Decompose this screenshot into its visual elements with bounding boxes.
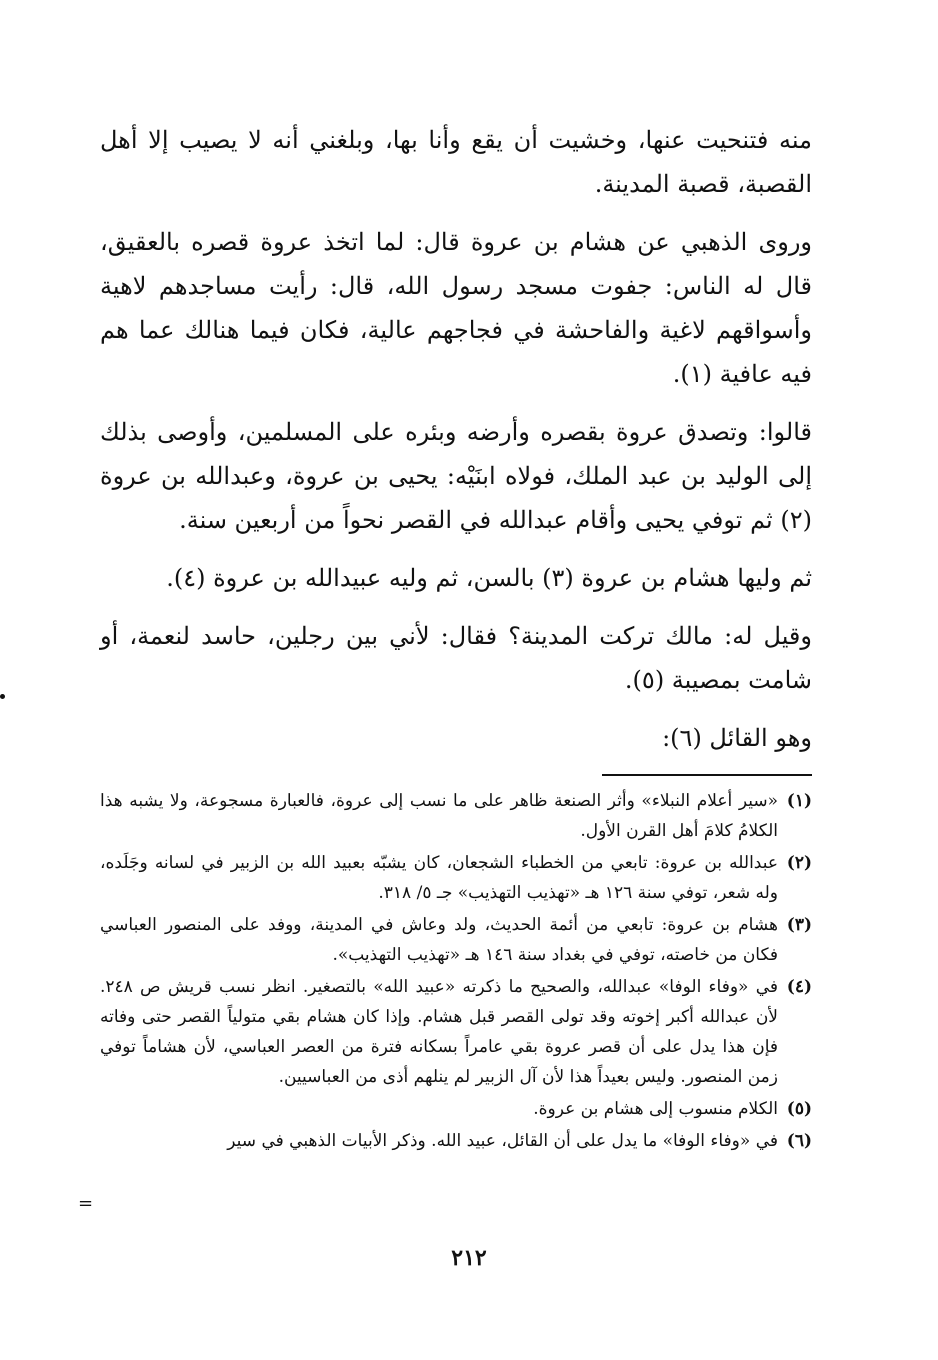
footnote-4 bbox=[100, 972, 812, 1092]
footnotes bbox=[100, 786, 812, 1156]
footnote-number: (٤) bbox=[786, 977, 812, 997]
paragraph-2: وروى الذهبي عن هشام بن عروة قال: لما اتخذ عروة قصره بالعقيق، قال له الناس: جفوت مسجد رسول الله، قال: رأيت مساجدهم لاهية وأسواقهم لاغية والفاحشة في فجاجهم عالية، فكان فيما هنالك عما هم فيه عافية (١). bbox=[100, 228, 812, 388]
footnote-number: (٦) bbox=[786, 1131, 812, 1151]
paragraph-5: وقيل له: مالك تركت المدينة؟ فقال: لأني بين رجلين، حاسد لنعمة، أو شامت بمصيبة (٥). bbox=[100, 622, 812, 694]
footnote-text: «سير أعلام النبلاء» وأثر الصنعة ظاهر على ما نسب إلى عروة، فالعبارة مسجوعة، ولا يشبه هذا الكلامُ كلامَ أهل القرن الأول. bbox=[100, 791, 778, 841]
footnote-2 bbox=[100, 848, 812, 908]
footnote-1 bbox=[100, 786, 812, 846]
page-number: ٢١٢ bbox=[451, 1245, 487, 1271]
footnote-number: (٥) bbox=[786, 1099, 812, 1119]
footnote-text: هشام بن عروة: تابعي من أئمة الحديث، ولد وعاش في المدينة، ووفد على المنصور العباسي فكان من خاصته، توفي في بغداد سنة ١٤٦ هـ «تهذيب التهذيب». bbox=[100, 915, 778, 965]
footnote-5 bbox=[100, 1094, 812, 1124]
footnote-separator bbox=[602, 774, 812, 776]
paragraph-3: قالوا: وتصدق عروة بقصره وأرضه وبئره على المسلمين، وأوصى بذلك إلى الوليد بن عبد الملك، فولاه ابنَيْه: يحيى بن عروة، وعبدالله بن عروة (٢) ثم توفي يحيى وأقام عبدالله في القصر نحواً من أربعين سنة. bbox=[100, 418, 813, 534]
footnote-text: الكلام منسوب إلى هشام بن عروة. bbox=[533, 1099, 778, 1119]
footnote-text: عبدالله بن عروة: تابعي من الخطباء الشجعان، كان يشبّه بعبيد الله بن الزبير في لسانه وجَلَده، وله شعر، توفي سنة ١٢٦ هـ «تهذيب التهذيب» جـ ٥/ ٣١٨. bbox=[100, 853, 778, 903]
footnote-number: (٣) bbox=[786, 915, 812, 935]
footnote-3 bbox=[100, 910, 812, 970]
paragraph-1: منه فتنحيت عنها، وخشيت أن يقع وأنا بها، وبلغني أنه لا يصيب إلا أهل القصبة، قصبة المدينة. bbox=[100, 126, 812, 198]
footnote-text: في «وفاء الوفا» عبدالله، والصحيح ما ذكرته «عبيد الله» بالتصغير. انظر نسب قريش ص ٢٤٨. لأن عبدالله أكبر إخوته وقد تولى القصر قبل هشام. وإذا كان هشام بقي متولياً القصر حتى وفاته فإن هذا يدل على أن قصر عروة بقي عامراً بسكانه فترة من العصر العباسي، لأن هشاماً توفي زمن المنصور. وليس بعيداً هذا لأن آل الزبير لم ينلهم أذى من العباسيين. bbox=[100, 977, 778, 1087]
paragraph-6: وهو القائل (٦): bbox=[662, 724, 812, 752]
document-page bbox=[100, 118, 812, 1318]
continuation-mark: = bbox=[78, 1193, 94, 1214]
main-text bbox=[100, 118, 812, 760]
footnote-number: (٢) bbox=[786, 853, 812, 873]
footnote-6 bbox=[100, 1126, 812, 1156]
margin-dot bbox=[0, 694, 5, 699]
footnote-number: (١) bbox=[786, 791, 812, 811]
paragraph-4: ثم وليها هشام بن عروة (٣) بالسن، ثم وليه عبيدالله بن عروة (٤). bbox=[166, 564, 812, 592]
footnote-text: في «وفاء الوفا» ما يدل على أن القائل، عبيد الله. وذكر الأبيات الذهبي في سير bbox=[227, 1131, 778, 1151]
